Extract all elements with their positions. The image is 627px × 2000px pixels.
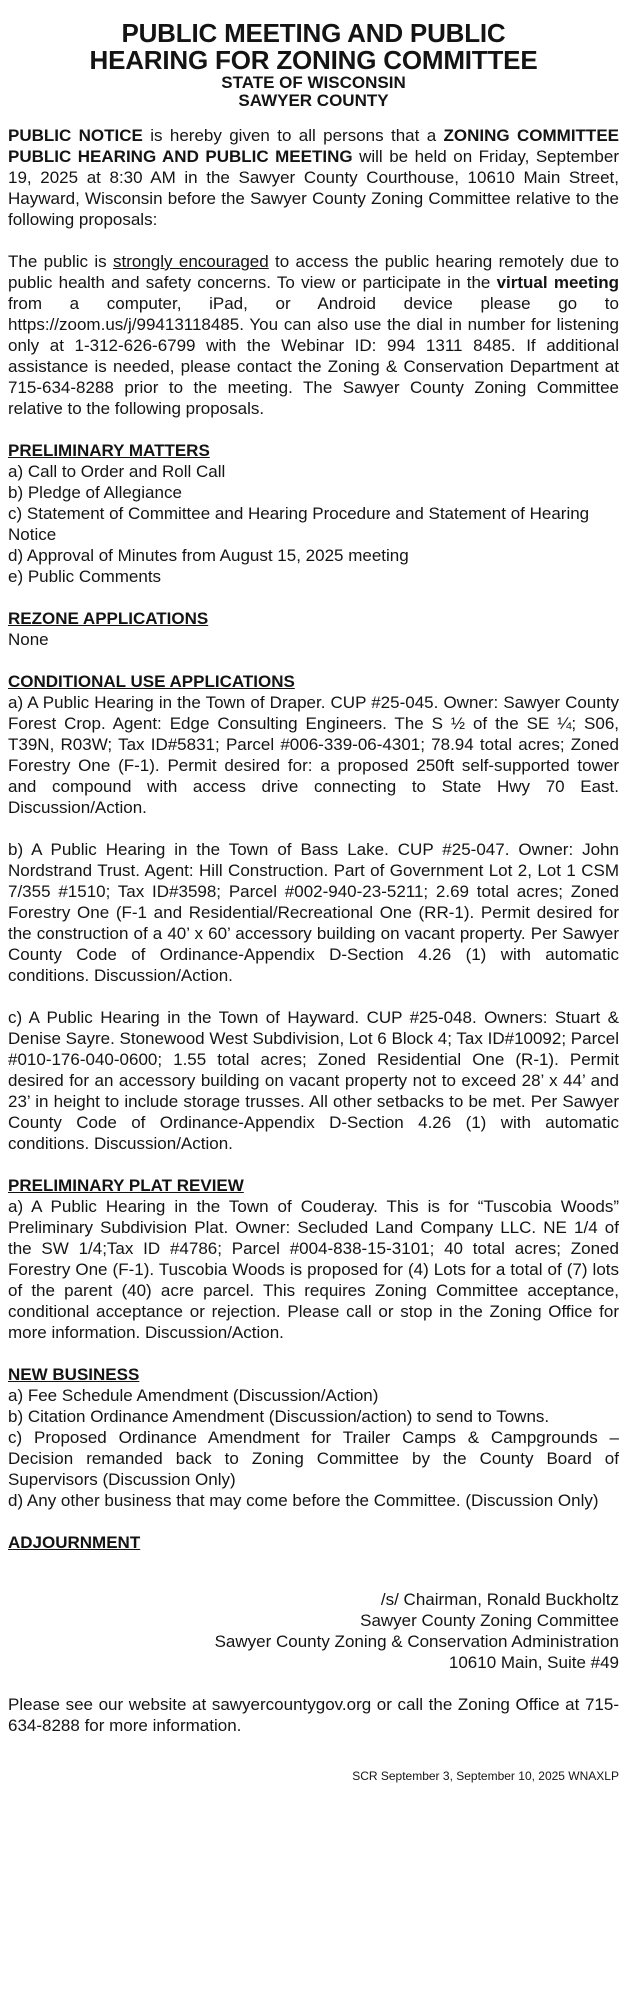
list-item: d) Approval of Minutes from August 15, 2025 meeting — [8, 546, 409, 565]
conditional-use-item: a) A Public Hearing in the Town of Draper. CUP #25-045. Owner: Sawyer County Forest Crop. Agent: Edge Consulting Engineers. The S ½ of the SE ¼; S06, T39N, R03W; Tax ID#5831; Parcel #006-339-06-4301; 78.94 total acres; Zoned Forestry One (F-1). Permit desired for: a proposed 250ft self-supported tower and compound with access drive connecting to State Hwy 70 East. Discussion/Action. — [8, 693, 619, 817]
website-paragraph: Please see our website at sawyercountygov.org or call the Zoning Office at 715-634-8288 for more information. — [8, 1695, 619, 1735]
public-notice-paragraph — [8, 125, 619, 230]
list-item: b) Citation Ordinance Amendment (Discussion/action) to send to Towns. — [8, 1407, 550, 1426]
title-line-1: PUBLIC MEETING AND PUBLIC — [121, 18, 506, 48]
list-item: a) Call to Order and Roll Call — [8, 462, 226, 481]
list-item: a) Fee Schedule Amendment (Discussion/Action) — [8, 1386, 379, 1405]
notice-bold-meeting: ZONING COMMITTEE PUBLIC HEARING AND PUBLIC MEETING — [8, 126, 619, 166]
rezone-heading: REZONE APPLICATIONS — [8, 609, 209, 628]
list-item: c) Statement of Committee and Hearing Procedure and Statement of Hearing Notice — [8, 504, 590, 544]
public-access-paragraph — [8, 251, 619, 419]
adjournment-heading: ADJOURNMENT — [8, 1533, 141, 1552]
access-text-2: to access the public hearing remotely due to public health and safety concerns. To view or participate in the — [8, 252, 619, 292]
virtual-meeting-label: virtual meeting — [496, 273, 620, 292]
plat-review-heading: PRELIMINARY PLAT REVIEW — [8, 1176, 244, 1195]
county-label: SAWYER COUNTY — [238, 91, 389, 110]
publication-footer: SCR September 3, September 10, 2025 WNAXLP — [352, 1769, 619, 1783]
title-line-2: HEARING FOR ZONING COMMITTEE — [89, 45, 538, 75]
signature-block — [8, 1589, 619, 1673]
state-label: STATE OF WISCONSIN — [221, 73, 406, 92]
notice-text-1: is hereby given to all persons that a — [142, 126, 444, 145]
rezone-body: None — [8, 630, 49, 649]
preliminary-matters-list — [8, 461, 619, 587]
list-item: b) Pledge of Allegiance — [8, 483, 182, 502]
list-item: d) Any other business that may come before the Committee. (Discussion Only) — [8, 1491, 599, 1510]
access-text-1: The public is — [8, 252, 114, 271]
conditional-use-item: c) A Public Hearing in the Town of Hayward. CUP #25-048. Owners: Stuart & Denise Sayre. Stonewood West Subdivision, Lot 6 Block 4; Tax ID#10092; Parcel #010-176-040-0600; 1.55 total acres; Zoned Residential One (R-1). Permit desired for an accessory building on vacant property not to exceed 28’ x 44’ and 23’ in height to include storage trusses. All other setbacks to be met. Per Sawyer County Code of Ordinance-Appendix D-Section 4.26 (1) with automatic conditions. Discussion/Action. — [8, 1008, 619, 1153]
preliminary-matters-heading: PRELIMINARY MATTERS — [8, 441, 210, 460]
conditional-use-heading: CONDITIONAL USE APPLICATIONS — [8, 672, 295, 691]
notice-text-2: will be held on Friday, September 19, 2025 at 8:30 AM in the Sawyer County Courthouse, 10610 Main Street, Hayward, Wisconsin before the Sawyer County Zoning Committee relative to the following proposals: — [8, 147, 619, 229]
signature-line: Sawyer County Zoning & Conservation Administration — [214, 1632, 619, 1651]
access-text-3: from a computer, iPad, or Android device please go to https://zoom.us/j/99413118485. You can also use the dial in number for listening only at 1-312-626-6799 with the Webinar ID: 994 1311 8485. If additional assistance is needed, please contact the Zoning & Conservation Department at 715-634-8288 prior to the meeting. The Sawyer County Zoning Committee relative to the following proposals. — [8, 294, 619, 418]
plat-review-body: a) A Public Hearing in the Town of Couderay. This is for “Tuscobia Woods” Preliminary Subdivision Plat. Owner: Secluded Land Company LLC. NE 1/4 of the SW 1/4;Tax ID #4786; Parcel #004-838-15-3101; 40 total acres; Zoned Forestry One (F-1). Tuscobia Woods is proposed for (4) Lots for a total of (7) lots of the parent (40) acre parcel. This requires Zoning Committee acceptance, conditional acceptance or rejection. Please call or stop in the Zoning Office for more information. Discussion/Action. — [8, 1197, 619, 1342]
notice-title — [8, 20, 619, 74]
list-item: e) Public Comments — [8, 567, 162, 586]
public-notice-lead: PUBLIC NOTICE — [8, 126, 143, 145]
signature-line: 10610 Main, Suite #49 — [448, 1653, 619, 1672]
list-item: c) Proposed Ordinance Amendment for Trailer Camps & Campgrounds – Decision remanded back to Zoning Committee by the County Board of Supervisors (Discussion Only) — [8, 1428, 619, 1489]
notice-header — [8, 20, 619, 110]
new-business-heading: NEW BUSINESS — [8, 1365, 140, 1384]
access-underlined: strongly encouraged — [113, 252, 269, 271]
signature-line: Sawyer County Zoning Committee — [360, 1611, 619, 1630]
conditional-use-item: b) A Public Hearing in the Town of Bass Lake. CUP #25-047. Owner: John Nordstrand Trust. Agent: Hill Construction. Part of Government Lot 2, Lot 1 CSM 7/355 #1510; Tax ID#3598; Parcel #002-940-23-5211; 2.69 total acres; Zoned Forestry One (F-1 and Residential/Recreational One (RR-1). Permit desired for the construction of a 40’ x 60’ accessory building on vacant property. Per Sawyer County Code of Ordinance-Appendix D-Section 4.26 (1) with automatic conditions. Discussion/Action. — [8, 840, 619, 985]
signature-line: /s/ Chairman, Ronald Buckholtz — [380, 1590, 619, 1609]
